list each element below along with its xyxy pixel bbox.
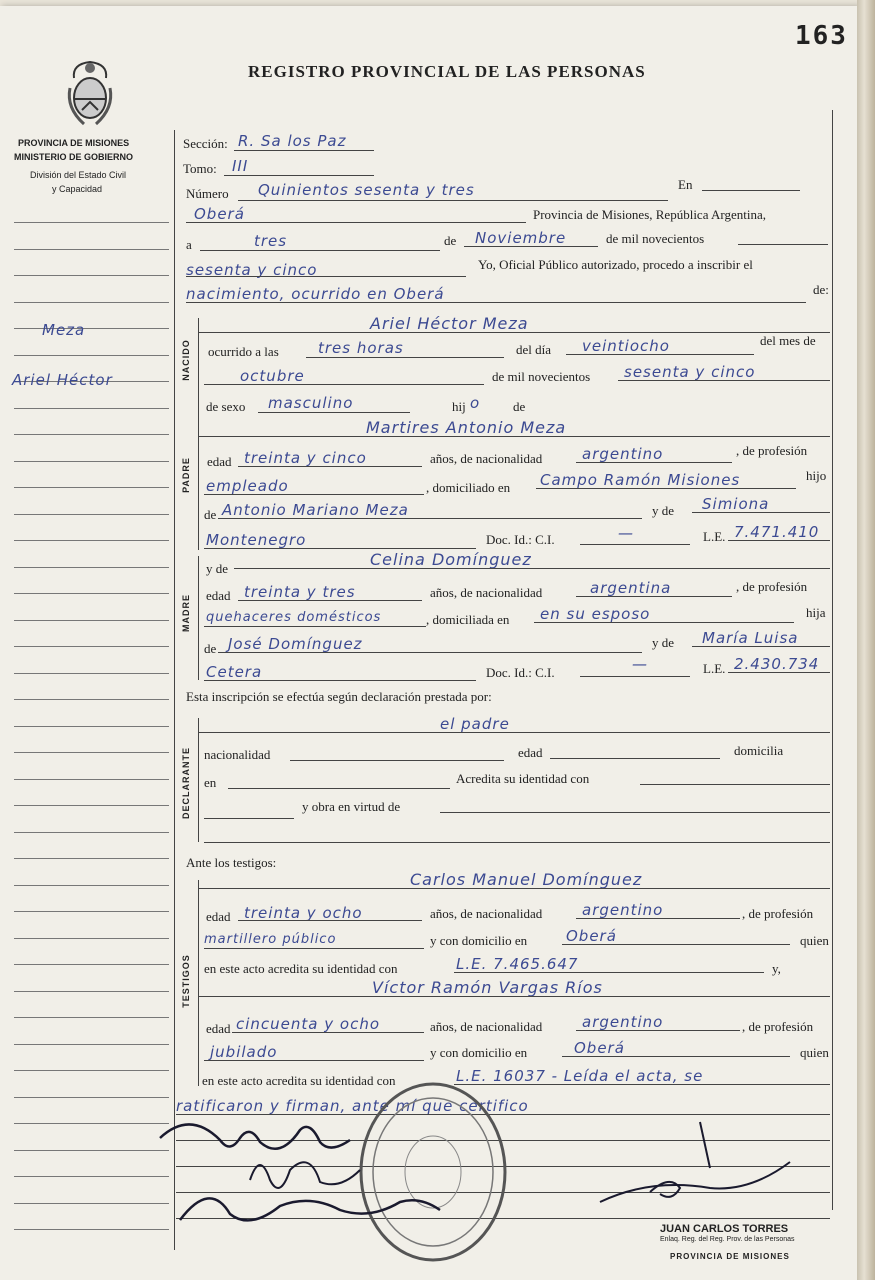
t2-doc-value: L.E. 16037 - Leída el acta, se bbox=[456, 1067, 704, 1085]
coat-of-arms-icon bbox=[64, 58, 116, 130]
margin-rule bbox=[14, 832, 169, 833]
a-label: a bbox=[186, 237, 192, 252]
madre-edad-label: edad bbox=[206, 588, 231, 603]
page-edge bbox=[857, 0, 875, 1280]
madre-prof-label: , de profesión bbox=[736, 579, 808, 594]
t1-nac-value: argentino bbox=[582, 901, 664, 919]
t1-dom-value: Oberá bbox=[566, 927, 617, 945]
en-label: En bbox=[678, 177, 693, 192]
margin-rule bbox=[14, 699, 169, 700]
numero-label: Número bbox=[186, 186, 229, 201]
seccion-label: Sección: bbox=[183, 136, 228, 151]
margin-rule bbox=[14, 964, 169, 965]
margin-rule bbox=[14, 249, 169, 250]
margin-rule bbox=[14, 434, 169, 435]
dia-nac-value: veintiocho bbox=[582, 337, 670, 355]
de-colon-label: de: bbox=[813, 282, 829, 297]
t2-prof-value: jubilado bbox=[210, 1043, 278, 1061]
margin-rule bbox=[14, 646, 169, 647]
mes-value: Noviembre bbox=[475, 229, 567, 247]
padre-de-label: de bbox=[204, 507, 217, 522]
margin-given-names: Ariel Héctor bbox=[12, 371, 113, 389]
provincia-text: Provincia de Misiones, República Argentina, bbox=[533, 207, 766, 222]
madre-le-label: L.E. bbox=[703, 661, 726, 676]
nombre-value: Ariel Héctor Meza bbox=[370, 314, 529, 333]
tomo-value: III bbox=[232, 157, 249, 175]
padre-y-de-value-2: Montenegro bbox=[206, 531, 307, 549]
padre-prof-label: , de profesión bbox=[736, 443, 808, 458]
padre-ci-value: — bbox=[618, 524, 634, 542]
officer-signature bbox=[560, 1118, 810, 1218]
t2-nombre-value: Víctor Ramón Vargas Ríos bbox=[372, 978, 603, 997]
padre-edad-label: edad bbox=[207, 454, 232, 469]
t2-edad-label: edad bbox=[206, 1021, 231, 1036]
margin-rule bbox=[14, 355, 169, 356]
margin-rule bbox=[14, 1229, 169, 1230]
officer-name: JUAN CARLOS TORRES bbox=[660, 1223, 789, 1235]
decl-nac-label: nacionalidad bbox=[204, 747, 271, 762]
decl-dom-label: domicilia bbox=[734, 743, 784, 758]
madre-prof-value: quehaceres domésticos bbox=[206, 610, 382, 625]
madre-dom-value: en su esposo bbox=[540, 605, 651, 623]
madre-edad-value: treinta y tres bbox=[244, 583, 356, 601]
madre-le-value: 2.430.734 bbox=[734, 655, 820, 673]
madre-nac-value: argentina bbox=[590, 579, 672, 597]
de-label: de bbox=[444, 233, 457, 248]
margin-rule bbox=[14, 1017, 169, 1018]
margin-rule bbox=[14, 1203, 169, 1204]
margin-rule bbox=[14, 752, 169, 753]
del-mes-label: del mes de bbox=[760, 333, 816, 348]
padre-prof-value: empleado bbox=[206, 477, 289, 495]
anio-nac-value: sesenta y cinco bbox=[624, 363, 756, 381]
declarante-section-label: DECLARANTE bbox=[181, 747, 191, 819]
madre-nombre-value: Celina Domínguez bbox=[370, 550, 532, 569]
mil-novecientos-label: de mil novecientos bbox=[606, 231, 705, 246]
officer-province: PROVINCIA DE MISIONES bbox=[670, 1252, 790, 1261]
margin-rule bbox=[14, 726, 169, 727]
padre-y-de-label: y de bbox=[652, 503, 675, 518]
margin-rule bbox=[14, 1176, 169, 1177]
padre-edad-value: treinta y cinco bbox=[244, 449, 367, 467]
sexo-value: masculino bbox=[268, 394, 354, 412]
page-title: REGISTRO PROVINCIAL DE LAS PERSONAS bbox=[248, 62, 646, 81]
tomo-label: Tomo: bbox=[183, 161, 217, 176]
margin-rule bbox=[14, 805, 169, 806]
margin-rule bbox=[14, 1044, 169, 1045]
de-label-2: de bbox=[513, 399, 526, 414]
madre-y-de-value: María Luisa bbox=[702, 629, 799, 647]
decl-en-label: en bbox=[204, 775, 217, 790]
page-number: 163 bbox=[795, 21, 848, 51]
yo-oficial-text: Yo, Oficial Público autorizado, procedo a inscribir el bbox=[478, 257, 753, 272]
margin-rule bbox=[14, 275, 169, 276]
margin-rule bbox=[14, 779, 169, 780]
margin-rule bbox=[14, 1123, 169, 1124]
margin-rule bbox=[14, 593, 169, 594]
margin-rule bbox=[14, 673, 169, 674]
margin-surname: Meza bbox=[42, 321, 86, 339]
margin-rule bbox=[14, 1097, 169, 1098]
padre-dom-value: Campo Ramón Misiones bbox=[540, 471, 741, 489]
anio-value: sesenta y cinco bbox=[186, 261, 318, 279]
padre-section-label: PADRE bbox=[181, 457, 191, 493]
t1-doc-value: L.E. 7.465.647 bbox=[456, 955, 579, 973]
division-label: División del Estado Civil bbox=[30, 170, 127, 180]
margin-rule bbox=[14, 1070, 169, 1071]
margin-rule bbox=[14, 620, 169, 621]
madre-nac-label: años, de nacionalidad bbox=[430, 585, 543, 600]
t1-edad-label: edad bbox=[206, 909, 231, 924]
seccion-value: R. Sa los Paz bbox=[238, 132, 347, 150]
t1-y-label: y, bbox=[772, 961, 781, 976]
madre-de-label: de bbox=[204, 641, 217, 656]
t2-dom-label: y con domicilio en bbox=[430, 1045, 528, 1060]
hij-label: hij bbox=[452, 399, 466, 414]
t2-acredita-label: en este acto acredita su identidad con bbox=[202, 1073, 396, 1088]
t2-quien-label: quien bbox=[800, 1045, 829, 1060]
officer-title: Enlaq. Reg. del Reg. Prov. de las Personas bbox=[660, 1236, 795, 1243]
padre-dom-label: , domiciliado en bbox=[426, 480, 511, 495]
margin-rule bbox=[14, 514, 169, 515]
margin-rule bbox=[14, 461, 169, 462]
padre-doc-label: Doc. Id.: C.I. bbox=[486, 532, 555, 547]
t2-nac-label: años, de nacionalidad bbox=[430, 1019, 543, 1034]
t1-dom-label: y con domicilio en bbox=[430, 933, 528, 948]
t1-nac-label: años, de nacionalidad bbox=[430, 906, 543, 921]
margin-rule bbox=[14, 328, 169, 329]
padre-nombre-value: Martires Antonio Meza bbox=[366, 418, 567, 437]
lugar-value: Oberá bbox=[194, 205, 245, 223]
margin-rule bbox=[14, 222, 169, 223]
t2-prof-label: , de profesión bbox=[742, 1019, 814, 1034]
t1-quien-label: quien bbox=[800, 933, 829, 948]
madre-doc-label: Doc. Id.: C.I. bbox=[486, 665, 555, 680]
padre-nac-label: años, de nacionalidad bbox=[430, 451, 543, 466]
padre-de-value: Antonio Mariano Meza bbox=[222, 501, 409, 519]
inscripcion-text: Esta inscripción se efectúa según declaración prestada por: bbox=[186, 689, 492, 704]
capacity-label: y Capacidad bbox=[52, 184, 103, 194]
padre-nac-value: argentino bbox=[582, 445, 664, 463]
margin-rule bbox=[14, 408, 169, 409]
margin-rule bbox=[14, 487, 169, 488]
mes-nac-value: octubre bbox=[240, 367, 305, 385]
decl-edad-label: edad bbox=[518, 745, 543, 760]
madre-y-de-value-2: Cetera bbox=[206, 663, 263, 681]
madre-dom-label: , domiciliada en bbox=[426, 612, 510, 627]
sexo-label: de sexo bbox=[206, 399, 246, 414]
dia-value: tres bbox=[254, 232, 288, 250]
t2-nac-value: argentino bbox=[582, 1013, 664, 1031]
t1-acredita-label: en este acto acredita su identidad con bbox=[204, 961, 398, 976]
province-label: PROVINCIA DE MISIONES bbox=[18, 138, 130, 148]
margin-rule bbox=[14, 1150, 169, 1151]
margin-rule bbox=[14, 567, 169, 568]
margin-rule bbox=[14, 302, 169, 303]
margin-rule bbox=[14, 911, 169, 912]
padre-le-value: 7.471.410 bbox=[734, 523, 820, 541]
padre-hijo-label: hijo bbox=[806, 468, 827, 483]
t1-edad-value: treinta y ocho bbox=[244, 904, 363, 922]
nacido-section-label: NACIDO bbox=[181, 339, 191, 381]
madre-ci-value: — bbox=[632, 655, 648, 673]
signatures bbox=[150, 1110, 480, 1240]
margin-rule bbox=[14, 540, 169, 541]
acta-value: nacimiento, ocurrido en Oberá bbox=[186, 285, 445, 303]
margin-rule bbox=[14, 991, 169, 992]
ante-testigos-text: Ante los testigos: bbox=[186, 855, 277, 870]
margin-rule bbox=[14, 938, 169, 939]
t2-edad-value: cincuenta y ocho bbox=[236, 1015, 381, 1033]
decl-obra-label: y obra en virtud de bbox=[302, 799, 401, 814]
t1-prof-value: martillero público bbox=[204, 932, 337, 947]
ocurrido-label: ocurrido a las bbox=[208, 344, 279, 359]
madre-section-label: MADRE bbox=[181, 594, 191, 632]
t1-prof-label: , de profesión bbox=[742, 906, 814, 921]
right-column-border bbox=[832, 110, 833, 1210]
madre-y-de-label: y de bbox=[206, 561, 229, 576]
mil-nov-nac-label: de mil novecientos bbox=[492, 369, 591, 384]
cierre-value: ratificaron y firman, ante mí que certifico bbox=[176, 1097, 529, 1115]
decl-acredita-label: Acredita su identidad con bbox=[456, 771, 590, 786]
padre-le-label: L.E. bbox=[703, 529, 726, 544]
hij-suffix: o bbox=[470, 394, 481, 412]
del-dia-label: del día bbox=[516, 342, 552, 357]
madre-y-de-label-2: y de bbox=[652, 635, 675, 650]
ministry-label: MINISTERIO DE GOBIERNO bbox=[14, 152, 134, 162]
testigos-section-label: TESTIGOS bbox=[181, 954, 191, 1008]
main-column-border bbox=[174, 130, 175, 1250]
t1-nombre-value: Carlos Manuel Domínguez bbox=[410, 870, 643, 889]
madre-hija-label: hija bbox=[806, 605, 826, 620]
hora-value: tres horas bbox=[318, 339, 404, 357]
t2-dom-value: Oberá bbox=[574, 1039, 625, 1057]
declarante-value: el padre bbox=[440, 715, 510, 733]
padre-y-de-value: Simiona bbox=[702, 495, 770, 513]
margin-rule bbox=[14, 885, 169, 886]
margin-rule bbox=[14, 858, 169, 859]
madre-de-value: José Domínguez bbox=[228, 635, 363, 653]
numero-value: Quinientos sesenta y tres bbox=[258, 181, 475, 199]
